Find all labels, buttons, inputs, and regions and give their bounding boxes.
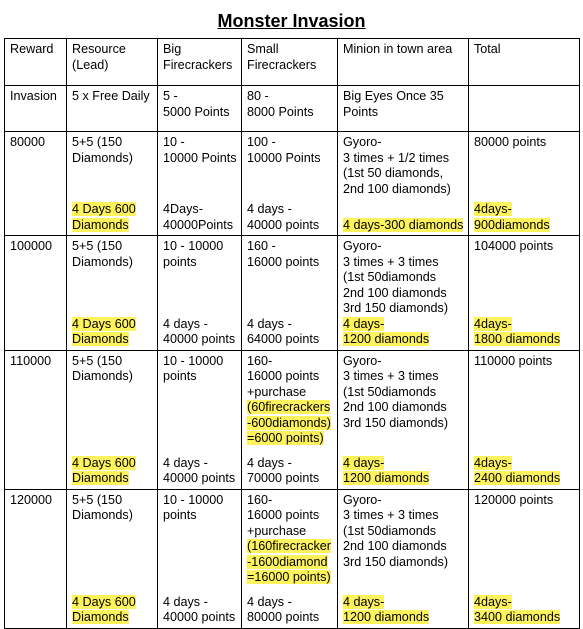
small-purchase-highlight: (60firecrackers -600diamonds) =6000 points) [247,400,332,445]
total-top: 110000 points [474,353,553,368]
minion-bottom-highlight: 4 days- 1200 diamonds [343,594,430,624]
invasion-minion: Big Eyes Once 35 Points [338,86,469,132]
total-bottom-highlight: 4days- 2400 diamonds [474,455,561,485]
reward-cell [5,350,67,489]
total-top: 120000 points [474,492,554,507]
resource-top: 5+5 (150 Diamonds) [72,353,133,383]
invasion-resource: 5 x Free Daily [67,86,158,132]
header-total: Total [469,39,580,86]
reward-value: 80000 [10,135,46,149]
monster-invasion-table [4,38,580,629]
small-bottom: 4 days - 70000 points [247,455,320,485]
small-cell [242,132,338,236]
minion-bottom-highlight: 4 days- 1200 diamonds [343,455,430,485]
small-bottom: 4 days - 64000 points [247,316,320,346]
resource-cell [67,236,158,351]
minion-bottom-highlight: 4 days- 1200 diamonds [343,316,430,346]
minion-cell [338,236,469,351]
resource-cell [67,489,158,628]
big-cell [158,350,242,489]
invasion-row [5,86,580,132]
minion-top: Gyoro- 3 times + 3 times (1st 50diamonds 2nd 100 diamonds 3rd 150 diamonds) [343,239,449,315]
invasion-label: Invasion [5,86,67,132]
small-cell [242,489,338,628]
resource-bottom-highlight: 4 Days 600 Diamonds [72,594,136,624]
minion-cell [338,132,469,236]
table-row [5,236,580,351]
big-bottom: 4 days - 40000 points [163,316,236,346]
minion-top: Gyoro- 3 times + 1/2 times (1st 50 diamonds, 2nd 100 diamonds) [343,135,451,196]
header-reward: Reward [5,39,67,86]
reward-cell [5,236,67,351]
resource-bottom-highlight: 4 Days 600 Diamonds [72,202,136,232]
resource-top: 5+5 (150 Diamonds) [72,492,133,522]
table-row [5,132,580,236]
resource-bottom-highlight: 4 Days 600 Diamonds [72,455,136,485]
total-top: 104000 points [474,239,554,253]
header-minion: Minion in town area [338,39,469,86]
big-cell [158,236,242,351]
header-small-firecrackers: Small Firecrackers [242,39,338,86]
total-cell [469,350,580,489]
minion-cell [338,350,469,489]
reward-cell [5,489,67,628]
minion-bottom-highlight: 4 days-300 diamonds [343,217,464,232]
minion-top: Gyoro- 3 times + 3 times (1st 50diamonds 2nd 100 diamonds 3rd 150 diamonds) [343,353,449,430]
total-top: 80000 points [474,135,547,149]
resource-cell [67,132,158,236]
big-top: 10 - 10000 points [163,239,224,269]
minion-top: Gyoro- 3 times + 3 times (1st 50diamonds 2nd 100 diamonds 3rd 150 diamonds) [343,492,449,569]
total-bottom-highlight: 4days- 1800 diamonds [474,316,561,346]
total-cell [469,236,580,351]
page-title: Monster Invasion [217,11,366,31]
small-bottom: 4 days - 40000 points [247,202,320,232]
total-cell [469,489,580,628]
big-top: 10 - 10000 points [163,492,224,522]
table-row [5,489,580,628]
invasion-small: 80 - 8000 Points [242,86,338,132]
invasion-total [469,86,580,132]
big-bottom: 4Days- 40000Points [163,202,234,232]
total-cell [469,132,580,236]
reward-value: 120000 [10,492,53,507]
header-resource: Resource (Lead) [67,39,158,86]
minion-cell [338,489,469,628]
small-top: 160- 16000 points +purchase [247,353,320,399]
big-cell [158,489,242,628]
big-top: 10 - 10000 points [163,353,224,383]
small-top: 160- 16000 points +purchase [247,492,320,538]
big-bottom: 4 days - 40000 points [163,455,236,485]
big-top: 10 - 10000 Points [163,135,237,165]
small-top: 100 - 10000 Points [247,135,321,165]
table-row [5,350,580,489]
big-cell [158,132,242,236]
reward-cell [5,132,67,236]
total-bottom-highlight: 4days- 3400 diamonds [474,594,561,624]
small-cell [242,236,338,351]
resource-bottom-highlight: 4 Days 600 Diamonds [72,316,136,346]
reward-value: 110000 [10,353,52,368]
reward-value: 100000 [10,239,53,253]
small-purchase-highlight: (160firecracker -1600diamond =16000 points) [247,539,331,584]
big-bottom: 4 days - 40000 points [163,594,236,624]
header-big-firecrackers: Big Firecrackers [158,39,242,86]
header-row [5,39,580,86]
total-bottom-highlight: 4days- 900diamonds [474,202,550,232]
small-bottom: 4 days - 80000 points [247,594,320,624]
resource-cell [67,350,158,489]
resource-top: 5+5 (150 Diamonds) [72,135,133,165]
small-cell [242,350,338,489]
invasion-big: 5 - 5000 Points [158,86,242,132]
small-top: 160 - 16000 points [247,239,320,269]
resource-top: 5+5 (150 Diamonds) [72,239,133,269]
